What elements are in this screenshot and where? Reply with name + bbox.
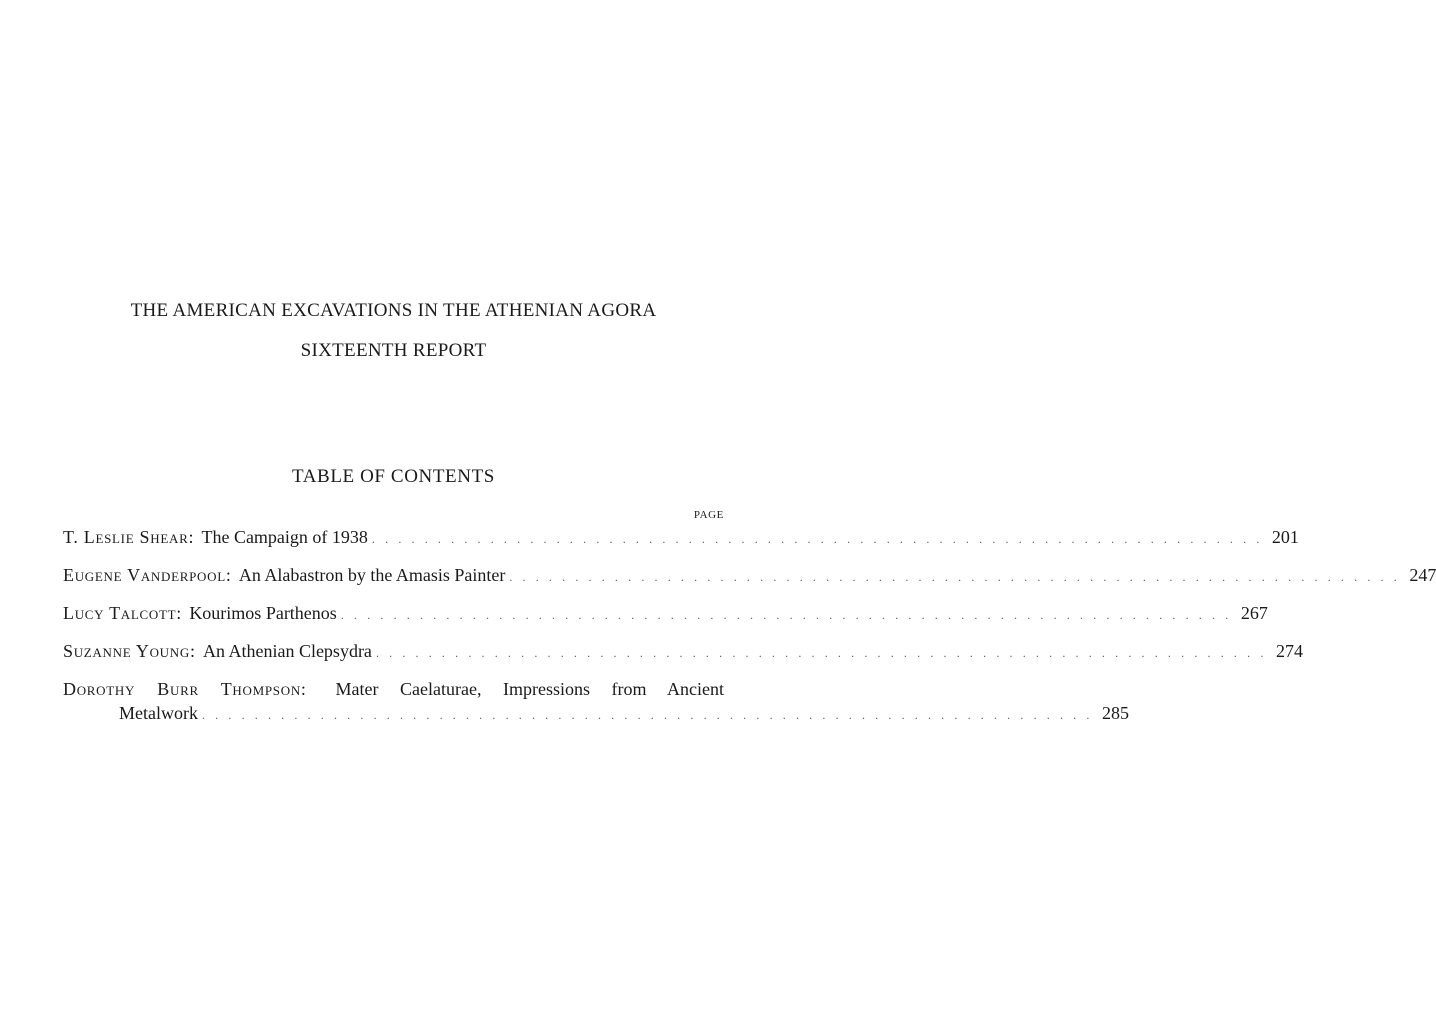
- toc-entry-separator: :: [225, 565, 231, 585]
- page-column-label: PAGE: [693, 509, 724, 521]
- toc-entry-author: Dorothy Burr Thompson: [63, 679, 301, 699]
- toc-entry-separator: :: [176, 603, 182, 623]
- toc-entry-author: T. Leslie Shear: [63, 527, 189, 547]
- toc-entry-page: 267: [1240, 603, 1268, 623]
- toc-list: [63, 525, 1436, 739]
- dot-leader: . . . . . . . . . . . . . . . . . . . . . . . . . . . . . . . . . . . . . . . . . . . . . . . . . . . . . . . . . . . . . . . . . . . .: [375, 646, 1267, 660]
- toc-entry-separator: :: [188, 527, 194, 547]
- toc-entry-line: [63, 525, 1299, 551]
- dot-leader: . . . . . . . . . . . . . . . . . . . . . . . . . . . . . . . . . . . . . . . . . . . . . . . . . . . . . . . . . . . . . . . . . . . .: [509, 570, 1401, 584]
- toc-entry-title-continued: Metalwork: [119, 703, 198, 723]
- toc-entry-title: The Campaign of 1938: [201, 527, 368, 547]
- toc-entry-separator: :: [300, 679, 306, 699]
- toc-entry[interactable]: [63, 639, 1303, 665]
- toc-entry[interactable]: [63, 563, 1436, 589]
- toc-entry-page: 285: [1101, 703, 1129, 723]
- report-subtitle: SIXTEENTH REPORT: [300, 340, 487, 361]
- toc-entry-line: [63, 677, 724, 701]
- toc-entry-page: 274: [1275, 641, 1303, 661]
- toc-entry-title: An Athenian Clepsydra: [202, 641, 372, 661]
- toc-entry-separator: :: [189, 641, 195, 661]
- dot-leader: . . . . . . . . . . . . . . . . . . . . . . . . . . . . . . . . . . . . . . . . . . . . . . . . . . . . . . . . . . . . . . . . . . . .: [371, 532, 1263, 546]
- toc-entry-line: [63, 601, 1268, 627]
- dot-leader: . . . . . . . . . . . . . . . . . . . . . . . . . . . . . . . . . . . . . . . . . . . . . . . . . . . . . . . . . . . . . . . . . . . .: [201, 708, 1093, 722]
- toc-entry-page: 201: [1271, 527, 1299, 547]
- toc-entry-line: [63, 639, 1303, 665]
- toc-entry-continuation-line: [63, 701, 1129, 727]
- toc-entry-author: Suzanne Young: [63, 641, 190, 661]
- toc-entry[interactable]: [63, 677, 1129, 727]
- toc-entry-title: Mater Caelaturae, Impressions from Ancient: [335, 679, 725, 699]
- toc-entry-line: [63, 563, 1436, 589]
- dot-leader: . . . . . . . . . . . . . . . . . . . . . . . . . . . . . . . . . . . . . . . . . . . . . . . . . . . . . . . . . . . . . . . . . . . .: [340, 608, 1232, 622]
- toc-entry-title: Kourimos Parthenos: [189, 603, 337, 623]
- toc-entry-author: Eugene Vanderpool: [63, 565, 226, 585]
- toc-entry-title: An Alabastron by the Amasis Painter: [238, 565, 506, 585]
- report-title: THE AMERICAN EXCAVATIONS IN THE ATHENIAN AGORA: [130, 300, 657, 321]
- toc-entry[interactable]: [63, 601, 1268, 627]
- toc-entry[interactable]: [63, 525, 1299, 551]
- toc-entry-page: 247: [1409, 565, 1436, 585]
- toc-heading: TABLE OF CONTENTS: [292, 466, 495, 487]
- toc-entry-author: Lucy Talcott: [63, 603, 177, 623]
